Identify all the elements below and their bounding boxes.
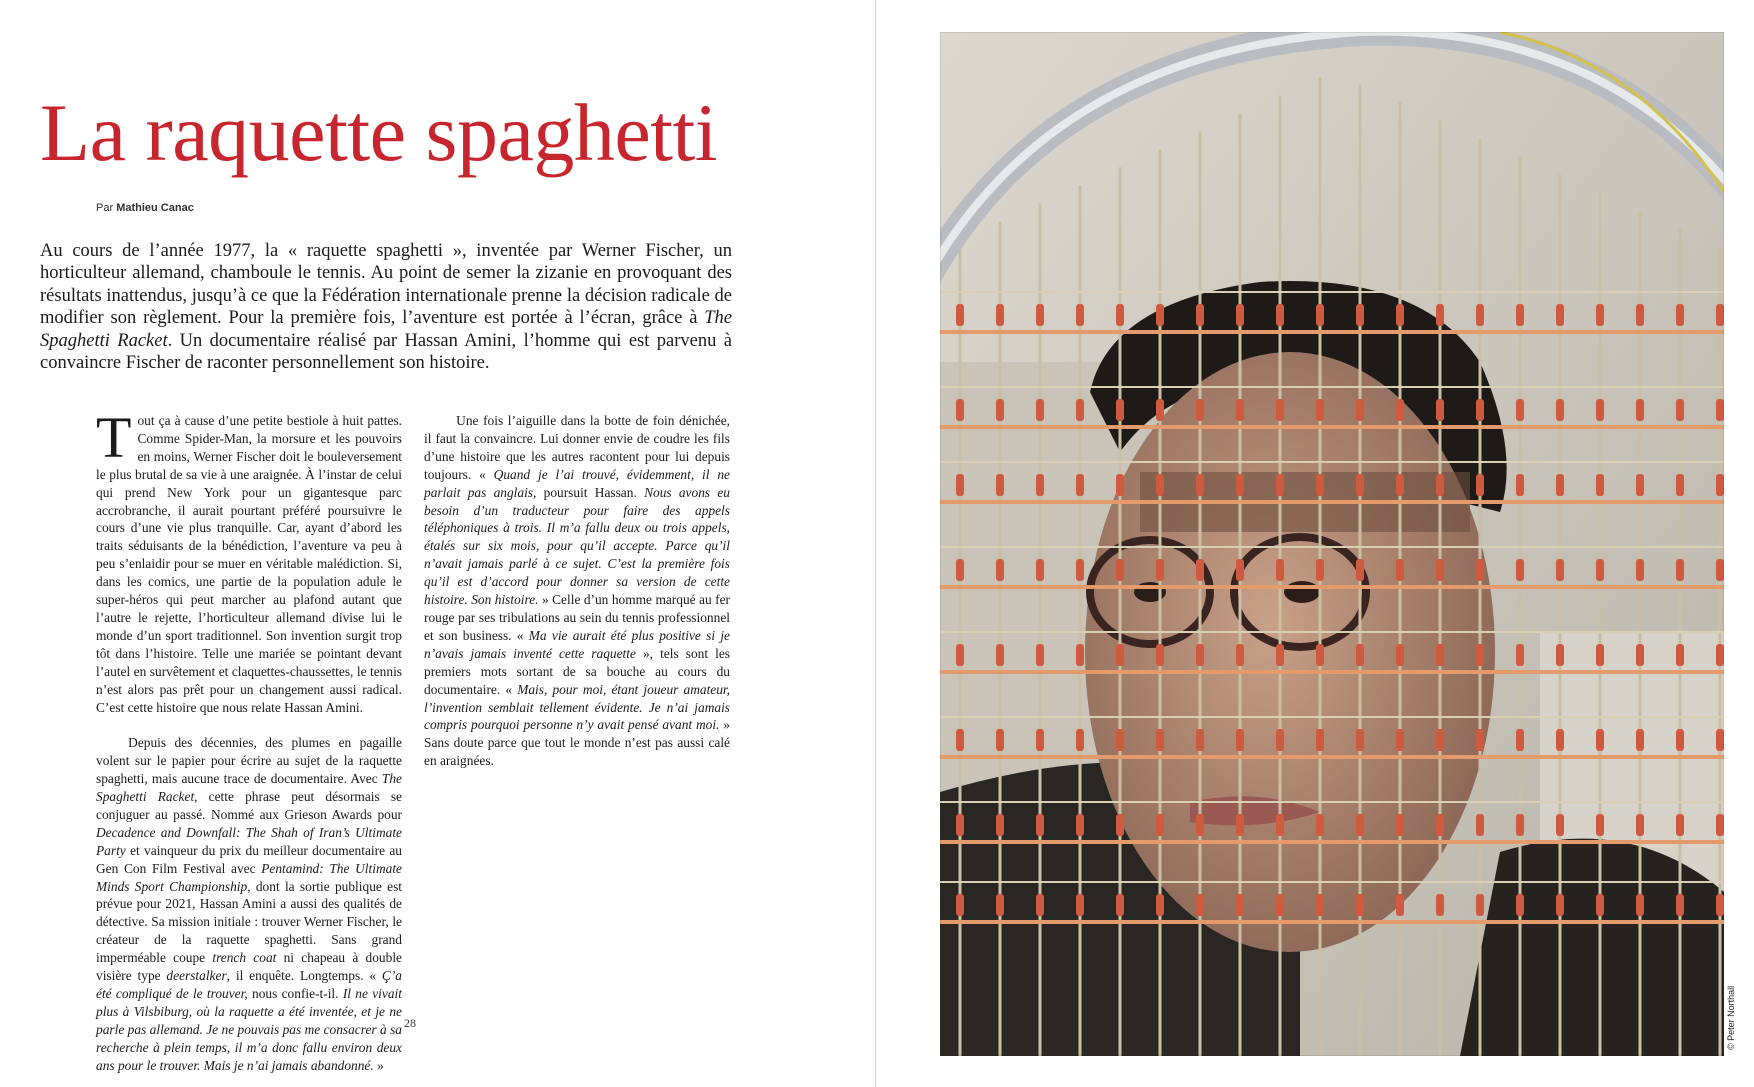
string-sleeve bbox=[996, 304, 1004, 326]
string-sleeve bbox=[1196, 399, 1204, 421]
string-sleeve bbox=[996, 814, 1004, 836]
right-page bbox=[876, 0, 1754, 1087]
string-sleeve bbox=[1556, 304, 1564, 326]
string-sleeve bbox=[1636, 474, 1644, 496]
string-sleeve bbox=[1476, 559, 1484, 581]
string-sleeve bbox=[1436, 894, 1444, 916]
string-sleeve bbox=[1476, 729, 1484, 751]
paragraph-3-quote-3: Ma vie aurait été plus positive si je n’avais jamais inventé cette raquette bbox=[424, 627, 730, 661]
string-sleeve bbox=[1196, 894, 1204, 916]
face bbox=[1085, 352, 1495, 952]
left-page bbox=[0, 0, 876, 1087]
string-sleeve bbox=[996, 644, 1004, 666]
paragraph-2-term-1: trench coat bbox=[212, 950, 277, 966]
string-sleeve bbox=[1556, 474, 1564, 496]
paragraph-3-text-b: poursuit Hassan. bbox=[536, 484, 645, 500]
string-sleeve bbox=[1676, 729, 1684, 751]
string-sleeve bbox=[1036, 644, 1044, 666]
paragraph-2-film-title: The Spaghetti Racket bbox=[96, 771, 402, 805]
eye-right bbox=[1284, 581, 1320, 603]
string-sleeve bbox=[1276, 644, 1284, 666]
paragraph-3 bbox=[424, 412, 730, 770]
string-sleeve bbox=[1236, 814, 1244, 836]
string-sleeve bbox=[1436, 399, 1444, 421]
string-sleeve bbox=[1356, 729, 1364, 751]
string-sleeve bbox=[1556, 894, 1564, 916]
string-sleeve bbox=[1676, 474, 1684, 496]
paragraph-2-quote-1: Ç’a été compliqué de le trouver, bbox=[96, 968, 402, 1001]
string-sleeve bbox=[1716, 729, 1724, 751]
paragraph-2-term-2: deerstalker bbox=[166, 968, 227, 984]
string-sleeve bbox=[996, 729, 1004, 751]
string-sleeve bbox=[1276, 559, 1284, 581]
string-sleeve bbox=[1636, 304, 1644, 326]
string-sleeve bbox=[956, 304, 964, 326]
string-sleeve bbox=[1196, 474, 1204, 496]
string-sleeve bbox=[1556, 729, 1564, 751]
paragraph-2-film-title-3: Pentamind: The Ultimate Minds Sport Championship bbox=[96, 860, 402, 894]
paragraph-3-quote-4: Mais, pour moi, étant joueur amateur, l’invention semblait tellement évidente. Je n’ai jamais compris pourquoi personne n’y avait pensé avant moi. bbox=[424, 681, 731, 733]
paragraph-3-text-d: », tels sont les premiers mots sortant de sa bouche au cours du documentaire. « bbox=[424, 645, 730, 697]
string-sleeve bbox=[1036, 814, 1044, 836]
string-sleeve bbox=[1236, 644, 1244, 666]
lede-text-2: . Un documentaire réalisé par Hassan Amini, l’homme qui est parvenu à convaincre Fischer de raconter personnellement son histoire. bbox=[40, 330, 732, 374]
string-sleeve bbox=[1716, 304, 1724, 326]
paragraph-2-text-d: , dont la sortie publique est prévue pour 2021, Hassan Amini a aussi des qualités de détective. Sa mission initiale : trouver Werner Fischer, le créateur de la raquette spaghetti. Sans grand imperméable coupe bbox=[96, 878, 403, 966]
string-sleeve bbox=[1596, 729, 1604, 751]
string-sleeve bbox=[1316, 729, 1324, 751]
string-sleeve bbox=[1316, 474, 1324, 496]
byline-prefix: Par bbox=[96, 202, 114, 214]
author-name: Mathieu Canac bbox=[116, 202, 194, 214]
string-sleeve bbox=[1276, 304, 1284, 326]
lede-text-1: Au cours de l’année 1977, la « raquette spaghetti », inventée par Werner Fischer, un horticulteur allemand, chamboule le tennis. Au point de semer la zizanie en provoquant des résultats inattendus, jusqu’à ce que la Fédération internationale prenne la décision radicale de modifier son règlement. Pour la première fois, l’aventure est portée à l’écran, grâce à bbox=[40, 241, 732, 329]
string-sleeve bbox=[1716, 474, 1724, 496]
paragraph-1-text: out ça à cause d’une petite bestiole à huit pattes. Comme Spider-Man, la morsure et les pouvoirs en moins, Werner Fischer doit le bouleversement le plus brutal de sa vie à une araignée. À l’instar de celui qui prend New York pour un gigantesque parc accrobranche, il aurait pourtant préféré poursuivre le cours d’une vie plus tranquille. Car, ayant d’abord les traits séduisants de la bénédiction, l’aventure va peu à peu s’enlaidir pour se muer en véritable malédiction. Si, dans les comics, une partie de la population adule le super-héros qui peut marcher au plafond autant que l’autre le rejette, l’horticulteur allemand divise lui le monde d’un sport traditionnel. Son invention surgit trop tôt dans l’histoire. Telle une mariée se pointant devant l’autel en survêtement et claquettes-chaussettes, le tennis n’est alors pas prêt pour un changement aussi radical. C’est cette histoire que nous relate Hassan Amini. bbox=[96, 413, 402, 715]
string-sleeve bbox=[1356, 644, 1364, 666]
string-sleeve bbox=[1116, 894, 1124, 916]
string-sleeve bbox=[1276, 399, 1284, 421]
paragraph-3-text-e: » Sans doute parce que tout le monde n’est pas aussi calé en araignées. bbox=[424, 717, 730, 769]
string-sleeve bbox=[956, 644, 964, 666]
string-sleeve bbox=[1676, 894, 1684, 916]
string-sleeve bbox=[1716, 894, 1724, 916]
string-sleeve bbox=[1356, 399, 1364, 421]
string-sleeve bbox=[1156, 559, 1164, 581]
byline bbox=[96, 202, 194, 214]
body-column-1 bbox=[96, 405, 403, 1075]
string-sleeve bbox=[1636, 814, 1644, 836]
string-sleeve bbox=[1676, 559, 1684, 581]
string-sleeve bbox=[1396, 399, 1404, 421]
string-sleeve bbox=[1116, 814, 1124, 836]
string-sleeve bbox=[1596, 304, 1604, 326]
paragraph-2-text-c: et vainqueur du prix du meilleur documentaire au Gen Con Film Festival avec bbox=[96, 842, 402, 876]
paragraph-2-text-h: » bbox=[373, 1057, 384, 1073]
string-sleeve bbox=[1076, 399, 1084, 421]
string-sleeve bbox=[1636, 399, 1644, 421]
string-sleeve bbox=[1196, 644, 1204, 666]
photo-illustration bbox=[940, 32, 1724, 1056]
article-title: La raquette spaghetti bbox=[40, 87, 718, 178]
string-sleeve bbox=[1716, 644, 1724, 666]
string-sleeve bbox=[1236, 729, 1244, 751]
string-sleeve bbox=[1236, 474, 1244, 496]
shirt-right bbox=[1460, 839, 1724, 1056]
string-sleeve bbox=[1476, 304, 1484, 326]
string-sleeve bbox=[1316, 304, 1324, 326]
string-sleeve bbox=[1076, 474, 1084, 496]
string-sleeve bbox=[1116, 559, 1124, 581]
string-sleeve bbox=[1316, 644, 1324, 666]
string-sleeve bbox=[1196, 729, 1204, 751]
string-sleeve bbox=[1036, 304, 1044, 326]
string-sleeve bbox=[1036, 399, 1044, 421]
string-sleeve bbox=[1116, 644, 1124, 666]
string-sleeve bbox=[1276, 729, 1284, 751]
string-sleeve bbox=[1276, 894, 1284, 916]
string-sleeve bbox=[1156, 474, 1164, 496]
string-sleeve bbox=[1596, 894, 1604, 916]
string-sleeve bbox=[1076, 559, 1084, 581]
string-sleeve bbox=[1396, 814, 1404, 836]
string-sleeve bbox=[1076, 644, 1084, 666]
string-sleeve bbox=[996, 474, 1004, 496]
string-sleeve bbox=[1516, 894, 1524, 916]
string-sleeve bbox=[1436, 729, 1444, 751]
string-sleeve bbox=[956, 474, 964, 496]
string-sleeve bbox=[1516, 399, 1524, 421]
string-sleeve bbox=[1436, 644, 1444, 666]
string-sleeve bbox=[1476, 399, 1484, 421]
string-sleeve bbox=[1556, 644, 1564, 666]
string-sleeve bbox=[1196, 304, 1204, 326]
string-sleeve bbox=[1556, 399, 1564, 421]
string-sleeve bbox=[1636, 729, 1644, 751]
string-sleeve bbox=[1236, 894, 1244, 916]
string-sleeve bbox=[1436, 559, 1444, 581]
string-sleeve bbox=[1356, 814, 1364, 836]
string-sleeve bbox=[1116, 304, 1124, 326]
string-sleeve bbox=[1516, 644, 1524, 666]
lede-paragraph bbox=[40, 240, 732, 374]
paragraph-2-film-title-2: Decadence and Downfall: The Shah of Iran’s Ultimate Party bbox=[96, 824, 402, 858]
string-sleeve bbox=[1316, 559, 1324, 581]
lede-film-title: The Spaghetti Racket bbox=[40, 308, 732, 351]
string-sleeve bbox=[1276, 474, 1284, 496]
paragraph-3-quote-2: Nous avons eu besoin d’un traducteur pour faire des appels téléphoniques à trois. Il m’a fallu deux ou trois appels, étalés sur six mois, pour qu’il accepte. Parce qu’il n’avait jamais parlé à ce sujet. C’est la première fois qu’il est d’accord pour donner sa version de cette histoire. Son histoire. bbox=[424, 484, 730, 608]
string-sleeve bbox=[1596, 644, 1604, 666]
string-sleeve bbox=[1396, 729, 1404, 751]
string-sleeve bbox=[1676, 644, 1684, 666]
string-sleeve bbox=[956, 559, 964, 581]
string-sleeve bbox=[1396, 474, 1404, 496]
string-sleeve bbox=[1076, 304, 1084, 326]
string-sleeve bbox=[956, 729, 964, 751]
string-sleeve bbox=[1516, 304, 1524, 326]
string-sleeve bbox=[1596, 399, 1604, 421]
string-sleeve bbox=[1596, 559, 1604, 581]
string-sleeve bbox=[1676, 399, 1684, 421]
string-sleeve bbox=[1276, 814, 1284, 836]
string-sleeve bbox=[996, 894, 1004, 916]
string-sleeve bbox=[1636, 559, 1644, 581]
string-sleeve bbox=[1676, 814, 1684, 836]
page-number: 28 bbox=[404, 1016, 416, 1030]
paragraph-2-text-b: , cette phrase peut désormais se conjuguer au passé. Nommé aux Grieson Awards pour bbox=[96, 789, 403, 822]
string-sleeve bbox=[1716, 559, 1724, 581]
string-sleeve bbox=[1156, 399, 1164, 421]
paragraph-3-text-c: » Celle d’un homme marqué au fer rouge par ses tribulations au sein du tennis professionnel et son business. « bbox=[424, 592, 730, 643]
string-sleeve bbox=[1236, 399, 1244, 421]
string-sleeve bbox=[1076, 729, 1084, 751]
string-sleeve bbox=[1436, 814, 1444, 836]
string-sleeve bbox=[1396, 559, 1404, 581]
string-sleeve bbox=[1316, 814, 1324, 836]
string-sleeve bbox=[1076, 894, 1084, 916]
photo-racket-portrait bbox=[940, 32, 1724, 1056]
string-sleeve bbox=[1196, 559, 1204, 581]
string-sleeve bbox=[1316, 894, 1324, 916]
paragraph-2-text-f: , il enquête. Longtemps. « bbox=[226, 968, 382, 984]
string-sleeve bbox=[1236, 304, 1244, 326]
string-sleeve bbox=[1156, 894, 1164, 916]
string-sleeve bbox=[1156, 644, 1164, 666]
string-sleeve bbox=[1516, 814, 1524, 836]
paragraph-1 bbox=[96, 405, 402, 716]
string-sleeve bbox=[1036, 894, 1044, 916]
string-sleeve bbox=[1716, 399, 1724, 421]
string-sleeve bbox=[956, 894, 964, 916]
string-sleeve bbox=[1156, 304, 1164, 326]
string-sleeve bbox=[1556, 814, 1564, 836]
paragraph-2-quote-2: Il ne vivait plus à Vilsbiburg, où la raquette a été inventée, et je ne parle pas allemand. Je ne pouvais pas me consacrer à sa recherche à plein temps, il m’a donc fallu environ deux ans pour le trouver. Mais je n’ai jamais abandonné. bbox=[96, 985, 402, 1073]
paragraph-2 bbox=[96, 734, 402, 1074]
string-sleeve bbox=[1356, 559, 1364, 581]
string-sleeve bbox=[1516, 474, 1524, 496]
string-sleeve bbox=[1716, 814, 1724, 836]
string-sleeve bbox=[1036, 474, 1044, 496]
paragraph-2-text-e: ni chapeau à double visière type bbox=[96, 950, 402, 984]
string-sleeve bbox=[1436, 304, 1444, 326]
string-sleeve bbox=[1516, 729, 1524, 751]
string-sleeve bbox=[956, 399, 964, 421]
paragraph-2-text-g: nous confie-t-il. bbox=[247, 985, 343, 1001]
string-sleeve bbox=[1116, 474, 1124, 496]
paragraph-2-text-a: Depuis des décennies, des plumes en pagaille volent sur le papier pour écrire au sujet de la raquette spaghetti, mais aucune trace de documentaire. Avec bbox=[96, 735, 402, 787]
string-sleeve bbox=[1356, 474, 1364, 496]
string-sleeve bbox=[1676, 304, 1684, 326]
string-sleeve bbox=[996, 399, 1004, 421]
string-sleeve bbox=[1596, 474, 1604, 496]
string-sleeve bbox=[1516, 559, 1524, 581]
string-sleeve bbox=[1396, 304, 1404, 326]
drop-cap: T bbox=[96, 405, 132, 470]
string-sleeve bbox=[1476, 474, 1484, 496]
paragraph-3-text-a: Une fois l’aiguille dans la botte de foin dénichée, il faut la convaincre. Lui donner envie de coudre les fils d’une histoire que les autres racontent pour lui depuis toujours. « bbox=[424, 413, 730, 482]
string-sleeve bbox=[996, 559, 1004, 581]
photo-credit: © Peter Northall bbox=[1726, 985, 1736, 1050]
string-sleeve bbox=[1356, 894, 1364, 916]
string-sleeve bbox=[1156, 814, 1164, 836]
paragraph-3-quote-1: Quand je l’ai trouvé, évidemment, il ne parlait pas anglais, bbox=[424, 466, 730, 500]
body-column-2 bbox=[424, 412, 730, 770]
string-sleeve bbox=[1636, 894, 1644, 916]
string-sleeve bbox=[1556, 559, 1564, 581]
string-sleeve bbox=[1436, 474, 1444, 496]
string-sleeve bbox=[1076, 814, 1084, 836]
string-sleeve bbox=[1396, 894, 1404, 916]
string-sleeve bbox=[1476, 814, 1484, 836]
string-sleeve bbox=[1476, 894, 1484, 916]
string-sleeve bbox=[1636, 644, 1644, 666]
string-sleeve bbox=[1356, 304, 1364, 326]
string-sleeve bbox=[956, 814, 964, 836]
string-sleeve bbox=[1316, 399, 1324, 421]
string-sleeve bbox=[1196, 814, 1204, 836]
string-sleeve bbox=[1396, 644, 1404, 666]
string-sleeve bbox=[1036, 559, 1044, 581]
string-sleeve bbox=[1236, 559, 1244, 581]
string-sleeve bbox=[1156, 729, 1164, 751]
string-sleeve bbox=[1036, 729, 1044, 751]
string-sleeve bbox=[1476, 644, 1484, 666]
string-sleeve bbox=[1116, 399, 1124, 421]
string-sleeve bbox=[1596, 814, 1604, 836]
string-sleeve bbox=[1116, 729, 1124, 751]
